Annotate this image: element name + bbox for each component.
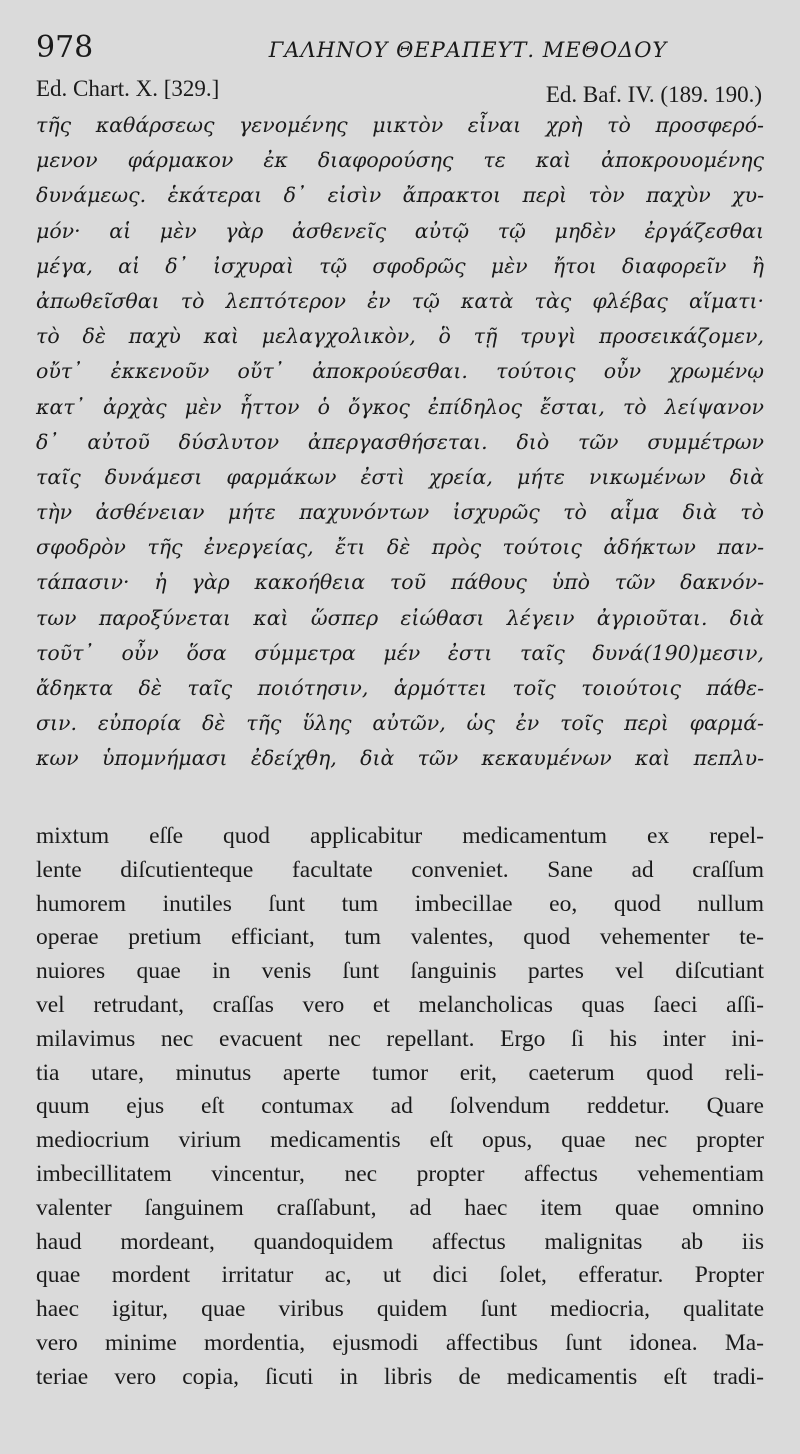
greek-line: τάπασιν· ἡ γὰρ κακοήθεια τοῦ πάθους ὑπὸ τῶν δακνόν- [36, 570, 764, 595]
greek-line: σιν. εὐπορία δὲ τῆς ὕλης αὐτῶν, ὡς ἐν τοῖς περὶ φαρμά- [36, 711, 764, 736]
latin-line: haec igitur, quae viribus quidem ſunt mediocria, qualitate [36, 1296, 764, 1323]
running-title: ΓΑΛΗΝΟΥ ΘΕΡΑΠΕΥΤ. ΜΕΘΟΔΟΥ [268, 38, 668, 62]
latin-line: milavimus nec evacuent nec repellant. Ergo ſi his inter ini- [36, 1025, 764, 1052]
latin-line: nuiores quae in venis ſunt ſanguinis partes vel diſcutiant [36, 958, 764, 985]
greek-line: τῆς καθάρσεως γενομένης μικτὸν εἶναι χρὴ τὸ προσφερό- [36, 113, 764, 137]
greek-line: ἄδηκτα δὲ ταῖς ποιότησιν, ἁρμόττει τοῖς τοιούτοις πάθε- [36, 676, 764, 700]
greek-line: κατ᾽ ἀρχὰς μὲν ἧττον ὁ ὄγκος ἐπίδηλος ἔσται, τὸ λείψανον [36, 394, 764, 419]
latin-line: tia utare, minutus aperte tumor erit, caeterum quod reli- [36, 1059, 764, 1086]
edition-references [36, 72, 762, 106]
latin-line: humorem inutiles ſunt tum imbecillae eo, quod nullum [36, 890, 764, 917]
greek-line: δ᾽ αὐτοῦ δύσλυτον ἀπεργασθήσεται. διὸ τῶν συμμέτρων [36, 429, 764, 454]
latin-line: lente diſcutienteque facultate conveniet. Sane ad craſſum [36, 856, 764, 883]
greek-line: ταῖς δυνάμεσι φαρμάκων ἐστὶ χρεία, μήτε νικωμένων διὰ [36, 464, 764, 489]
latin-line: operae pretium efficiant, tum valentes, quod vehementer te- [36, 924, 764, 951]
greek-line: κων ὑπομνήμασι ἐδείχθη, διὰ τῶν κεκαυμένων καὶ πεπλυ- [36, 746, 764, 771]
page-header [36, 30, 760, 66]
greek-line: οὔτ᾽ ἐκκενοῦν οὔτ᾽ ἀποκρούεσθαι. τούτοις οὖν χρωμένῳ [36, 359, 764, 384]
greek-line: μόν· αἱ μὲν γὰρ ἀσθενεῖς αὐτῷ τῷ μηδὲν ἐργάζεσθαι [36, 218, 764, 243]
greek-line: ἀπωθεῖσθαι τὸ λεπτότερον ἐν τῷ κατὰ τὰς φλέβας αἵματι· [36, 288, 764, 313]
latin-line: haud mordeant, quandoquidem affectus malignitas ab iis [36, 1228, 764, 1255]
latin-line: mixtum eſſe quod applicabitur medicamentum ex repel- [36, 823, 764, 849]
latin-line: teriae vero copia, ſicuti in libris de medicamentis eſt tradi- [36, 1363, 764, 1390]
latin-line: vero minime mordentia, ejusmodi affectibus ſunt idonea. Ma- [36, 1329, 764, 1356]
latin-line: mediocrium virium medicamentis eſt opus, quae nec propter [36, 1127, 764, 1154]
greek-line: σφοδρὸν τῆς ἐνεργείας, ἔτι δὲ πρὸς τούτοις ἀδήκτων παν- [36, 535, 764, 560]
page-number: 978 [36, 30, 94, 65]
latin-line: quum ejus eſt contumax ad ſolvendum reddetur. Quare [36, 1093, 764, 1120]
edition-basel-reference: Ed. Baf. IV. (189. 190.) [545, 82, 762, 107]
latin-text-block [36, 820, 764, 1395]
edition-chart-reference: Ed. Chart. X. [329.] [36, 76, 220, 101]
greek-line: μενον φάρμακον ἐκ διαφορούσης τε καὶ ἀποκρουομένης [36, 148, 764, 173]
greek-line: των παροξύνεται καὶ ὥσπερ εἰώθασι λέγειν ἀγριοῦται. διὰ [36, 605, 764, 630]
greek-line: τοῦτ᾽ οὖν ὅσα σύμμετρα μέν ἐστι ταῖς δυνά(190)μεσιν, [36, 640, 764, 665]
latin-line: vel retrudant, craſſas vero et melancholicas quas ſaeci aſſi- [36, 991, 764, 1018]
greek-line: τὴν ἀσθένειαν μήτε παχυνόντων ἰσχυρῶς τὸ αἷμα διὰ τὸ [36, 500, 764, 525]
greek-line: τὸ δὲ παχὺ καὶ μελαγχολικὸν, ὃ τῇ τρυγὶ προσεικάζομεν, [36, 324, 764, 349]
latin-line: quae mordent irritatur ac, ut dici ſolet, efferatur. Propter [36, 1262, 764, 1289]
latin-line: imbecillitatem vincentur, nec propter affectus vehementiam [36, 1160, 764, 1187]
latin-line: valenter ſanguinem craſſabunt, ad haec item quae omnino [36, 1194, 764, 1221]
greek-text-block [36, 108, 764, 777]
greek-line: μέγα, αἱ δ᾽ ἰσχυραὶ τῷ σφοδρῶς μὲν ἤτοι διαφορεῖν ἢ [36, 253, 764, 278]
greek-line: δυνάμεως. ἑκάτεραι δ᾽ εἰσὶν ἄπρακτοι περὶ τὸν παχὺν χυ- [36, 183, 764, 208]
